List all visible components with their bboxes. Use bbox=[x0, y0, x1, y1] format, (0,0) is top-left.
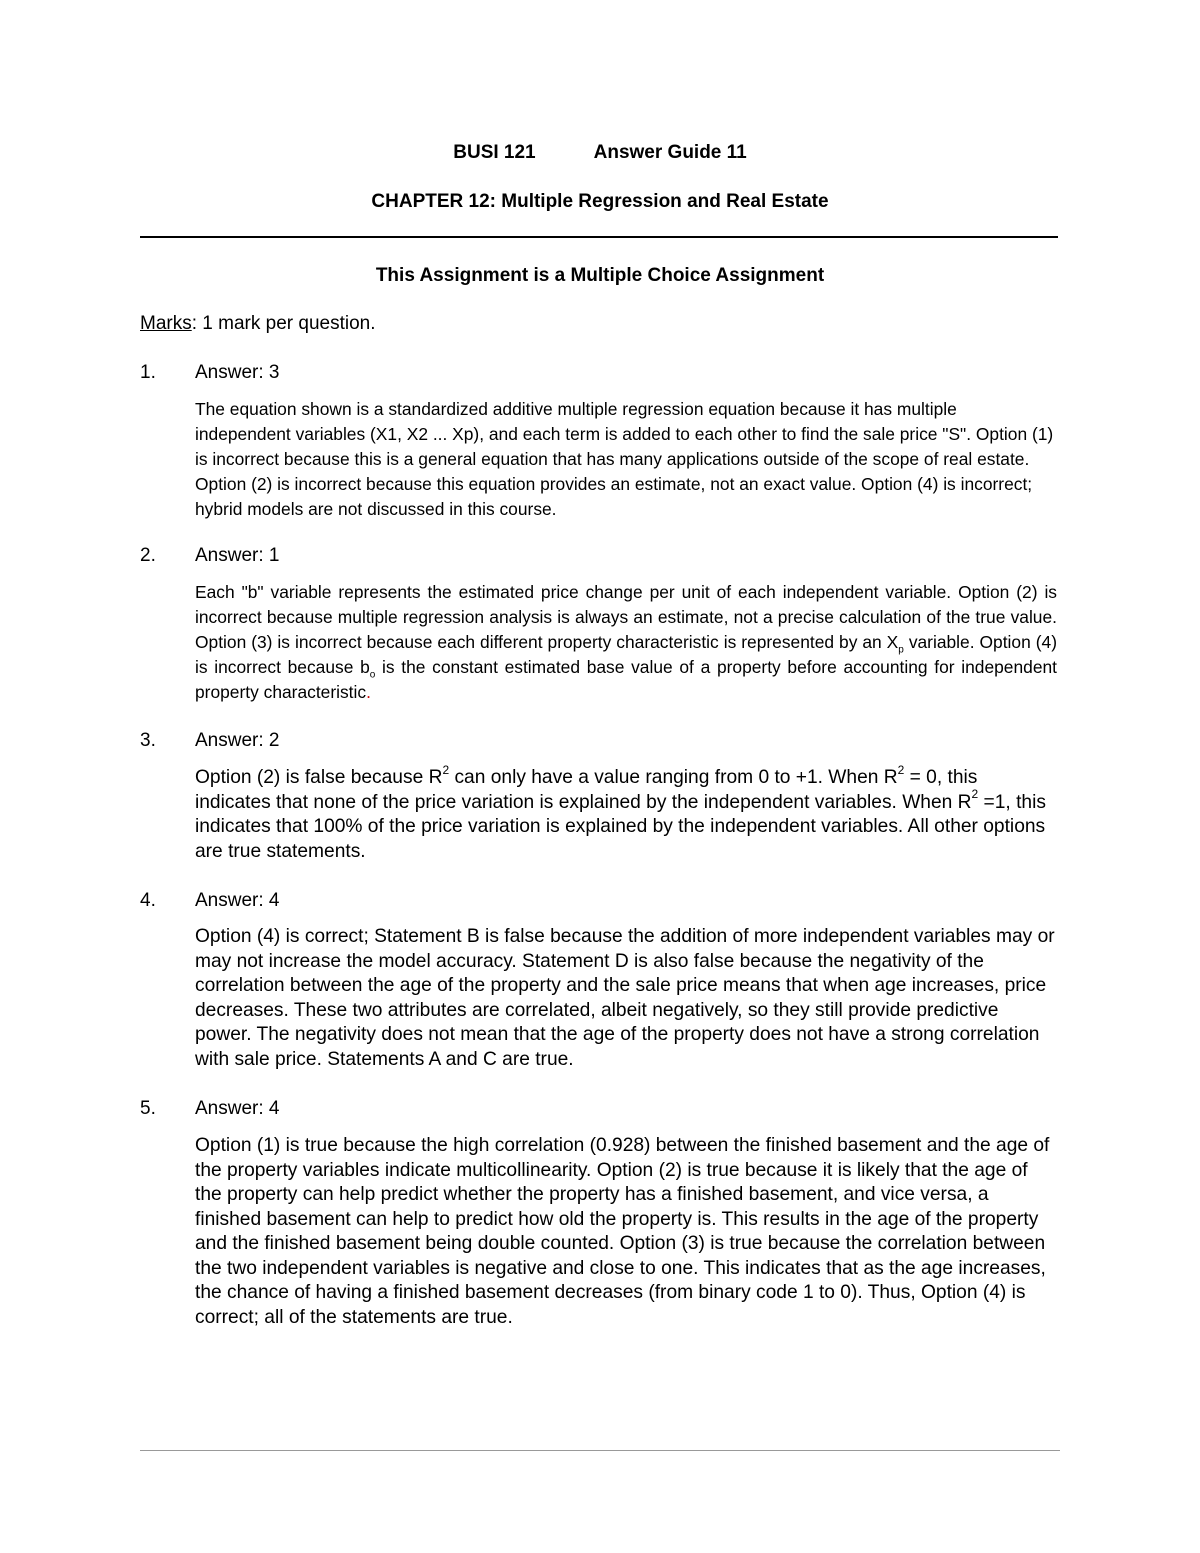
assignment-type-heading: This Assignment is a Multiple Choice Assignment bbox=[375, 265, 825, 286]
course-code: BUSI 121 bbox=[453, 142, 536, 163]
question-explanation: Option (4) is correct; Statement B is false because the addition of more independent variables may or may not increase the model accuracy. Statement D is also false because the negativity of the correlation between the age of the property and the sale price means that when age increases, price decreases. These two attributes are correlated, albeit negatively, so they still provide predictive power. The negativity does not mean that the age of the property does not have a strong correlation with sale price. Statements A and C are true. bbox=[195, 926, 1055, 1070]
question-answer: Answer: 3 bbox=[195, 362, 280, 383]
question-answer: Answer: 4 bbox=[195, 1098, 280, 1119]
question-number: 1. bbox=[140, 362, 156, 383]
question-explanation: Option (1) is true because the high correlation (0.928) between the finished basement and the age of the property variables indicate multicollinearity. Option (2) is true because it is likely that the age of the property can help predict whether the property has a finished basement, and vice versa, a finished basement can help to predict how old the property is. This results in the age of the property and the finished basement being double counted. Option (3) is true because the correlation between the two independent variables is negative and close to one. This indicates that as the age increases, the chance of having a finished basement decreases (from binary code 1 to 0). Thus, Option (4) is correct; all of the statements are true. bbox=[195, 1135, 1050, 1328]
question-answer: Answer: 2 bbox=[195, 730, 280, 751]
header-divider bbox=[140, 236, 1058, 238]
question-answer: Answer: 4 bbox=[195, 890, 280, 911]
question-number: 4. bbox=[140, 890, 156, 911]
marks-text: : 1 mark per question. bbox=[191, 313, 376, 334]
marks-line bbox=[140, 313, 376, 335]
question-number: 2. bbox=[140, 545, 156, 566]
question-number: 5. bbox=[140, 1098, 156, 1119]
footer-divider bbox=[140, 1450, 1060, 1451]
marks-label: Marks bbox=[140, 313, 192, 334]
chapter-title: CHAPTER 12: Multiple Regression and Real Estate bbox=[371, 191, 829, 212]
question-number: 3. bbox=[140, 730, 156, 751]
document-header bbox=[0, 142, 1200, 164]
question-explanation: Each "b" variable represents the estimated price change per unit of each independent variable. Option (2) is incorrect because multiple regression analysis is always an estimate, not a precise calculation of the true value. Option (3) is incorrect because each different property characteristic is represented by an $X_p$ variable. Option (4) is incorrect because $b_o$ is the constant estimated base value of a property before accounting for independent property characteristic. bbox=[195, 582, 1057, 702]
question-answer: Answer: 1 bbox=[195, 545, 280, 566]
guide-title: Answer Guide 11 bbox=[593, 142, 747, 163]
question-explanation: Option (2) is false because $R^2$ can only have a value ranging from 0 to +1. When $R^2 = 0$, this indicates that none of the price variation is explained by the independent variables. When $R^2 =1$, this indicates that 100% of the price variation is explained by the independent variables. All other options are true statements. bbox=[195, 762, 1046, 862]
question-explanation: The equation shown is a standardized additive multiple regression equation because it has multiple independent variables (X1, X2 ... Xp), and each term is added to each other to find the sale price "S". Option (1) is incorrect because this is a general equation that has many applications outside of the scope of real estate. Option (2) is incorrect because this equation provides an estimate, not an exact value. Option (4) is incorrect; hybrid models are not discussed in this course. bbox=[195, 399, 1054, 519]
